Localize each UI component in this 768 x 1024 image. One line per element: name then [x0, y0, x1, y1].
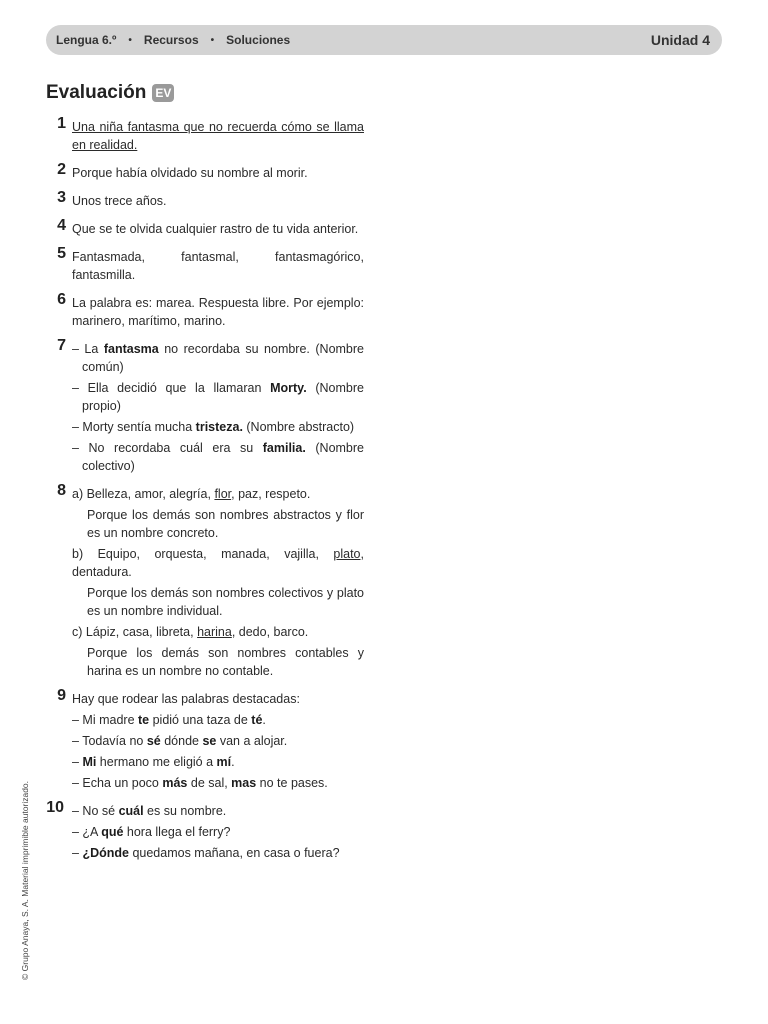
answer-item-3 [46, 189, 364, 210]
item-number: 8 [57, 482, 66, 499]
separator-dot: • [128, 34, 132, 46]
soluciones-link[interactable]: Soluciones [226, 33, 291, 47]
item-number: 5 [57, 245, 66, 262]
answer-line: – Mi hermano me eligió a mí. [72, 755, 235, 769]
answer-intro: Hay que rodear las palabras destacadas: [72, 692, 300, 706]
item-number: 4 [57, 217, 66, 234]
answer-item-8 [46, 482, 364, 680]
answer-text: Porque había olvidado su nombre al morir. [72, 166, 308, 180]
recursos-link[interactable]: Recursos [143, 33, 199, 47]
answer-item-5 [46, 245, 364, 284]
answer-item-9 [46, 687, 364, 792]
answer-line: c) Lápiz, casa, libreta, harina, dedo, barco. [72, 625, 309, 639]
answer-item-6 [46, 291, 364, 330]
answer-explanation: Porque los demás son nombres colectivos y plato es un nombre individual. [87, 586, 364, 618]
separator-dot: • [210, 34, 215, 46]
answer-line: – Todavía no sé dónde se van a alojar. [72, 734, 288, 748]
answer-item-10 [46, 799, 364, 862]
ev-badge: EV [152, 84, 174, 102]
answer-line: – ¿A qué hora llega el ferry? [72, 825, 231, 839]
answer-line: – Ella decidió que la llamaran Morty. (Nombre propio) [72, 381, 364, 413]
answer-item-1 [46, 115, 364, 154]
answer-text: Fantasmada, fantasmal, fantasmagórico, fantasmilla. [72, 250, 364, 282]
answer-line: – Morty sentía mucha tristeza. (Nombre abstracto) [72, 420, 355, 434]
item-number: 2 [57, 161, 66, 178]
answer-item-2 [46, 161, 364, 182]
item-number: 10 [46, 799, 64, 816]
answer-line: – Echa un poco más de sal, mas no te pases. [72, 776, 328, 790]
answer-line: – No sé cuál es su nombre. [72, 804, 227, 818]
copyright-notice: © Grupo Anaya, S. A. Material imprimible autorizado. [20, 780, 30, 980]
answer-text: Unos trece años. [72, 194, 167, 208]
answer-item-7 [46, 337, 365, 475]
answer-text: La palabra es: marea. Respuesta libre. Por ejemplo: marinero, marítimo, marino. [72, 296, 364, 328]
header-nav [56, 25, 290, 55]
answer-line: – Mi madre te pidió una taza de té. [72, 713, 266, 727]
answer-line: b) Equipo, orquesta, manada, vajilla, plato, dentadura. [72, 547, 364, 579]
item-number: 9 [57, 687, 66, 704]
answer-line: a) Belleza, amor, alegría, flor, paz, respeto. [72, 487, 311, 501]
answer-list [46, 115, 365, 872]
header-bar [46, 25, 722, 55]
page-title [46, 82, 174, 104]
answer-explanation: Porque los demás son nombres contables y harina es un nombre no contable. [87, 646, 364, 678]
item-number: 1 [57, 115, 66, 132]
item-number: 7 [57, 337, 66, 354]
answer-line: – ¿Dónde quedamos mañana, en casa o fuera? [72, 846, 340, 860]
answer-text: Que se te olvida cualquier rastro de tu vida anterior. [72, 222, 359, 236]
item-number: 6 [57, 291, 66, 308]
subject-label: Lengua 6.º [56, 33, 117, 47]
answer-explanation: Porque los demás son nombres abstractos y flor es un nombre concreto. [87, 508, 364, 540]
answer-line: – No recordaba cuál era su familia. (Nombre colectivo) [72, 441, 365, 473]
answer-item-4 [46, 217, 364, 238]
item-number: 3 [57, 189, 66, 206]
unit-label: Unidad 4 [650, 32, 710, 48]
title-text: Evaluación [46, 82, 147, 103]
answer-text: Una niña fantasma que no recuerda cómo se llama en realidad. [72, 120, 364, 152]
answer-line: – La fantasma no recordaba su nombre. (Nombre común) [72, 342, 364, 374]
